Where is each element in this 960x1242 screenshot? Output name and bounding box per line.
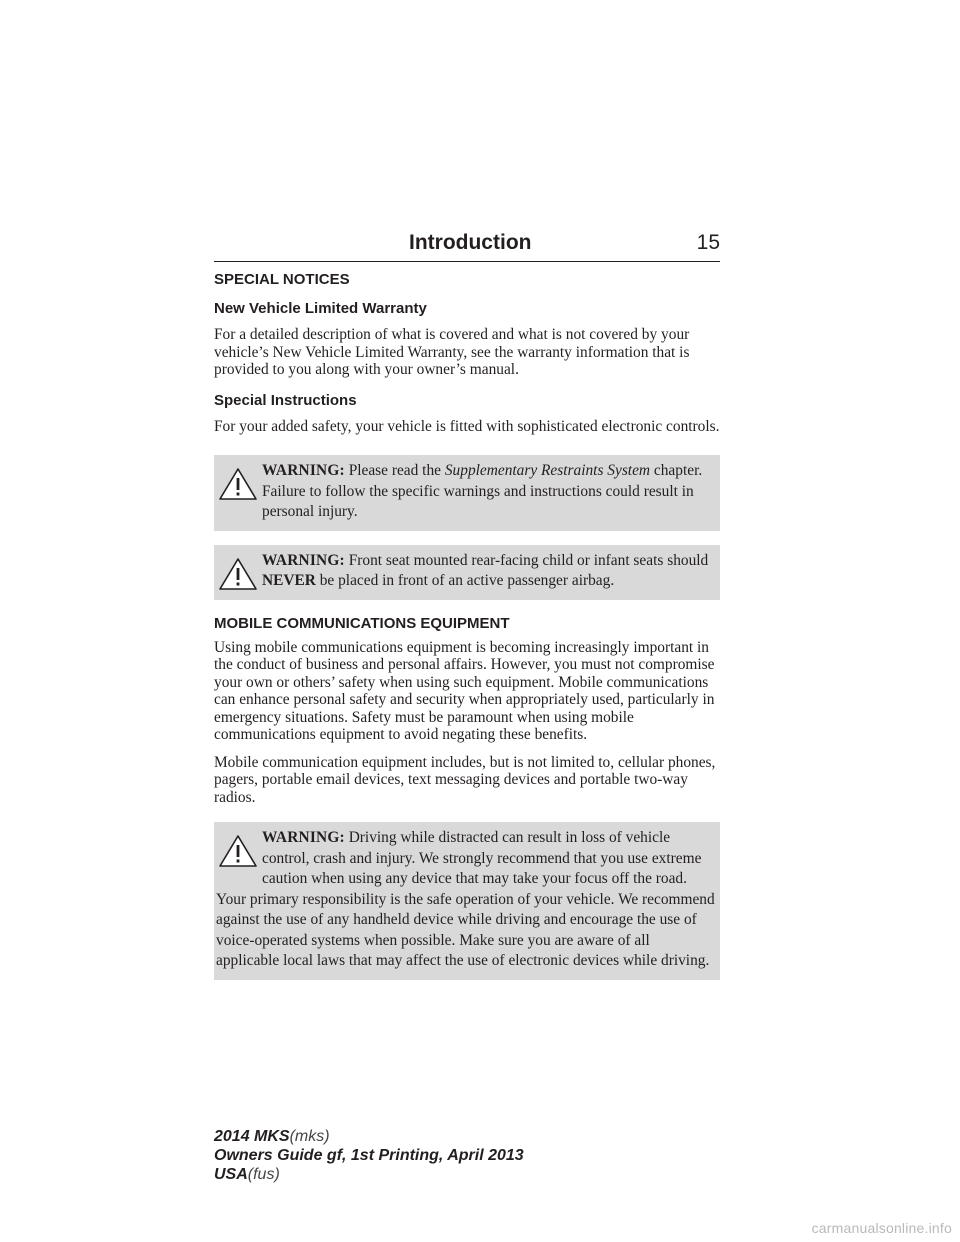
watermark: carmanualsonline.info [811, 1220, 952, 1236]
warning-label: WARNING: [262, 829, 345, 846]
footer-line-3 [214, 1165, 524, 1184]
footer-market-code: (fus) [247, 1166, 280, 1183]
footer-line-2: Owners Guide gf, 1st Printing, April 2013 [214, 1147, 524, 1164]
instructions-heading: Special Instructions [214, 391, 357, 409]
chapter-title: Introduction [409, 231, 532, 254]
footer-line-1 [214, 1127, 524, 1146]
footer-market: USA [214, 1166, 248, 1183]
special-notices-heading: SPECIAL NOTICES [214, 271, 350, 288]
warning-label: WARNING: [262, 551, 345, 569]
page-number: 15 [696, 231, 720, 254]
mobile-communications-heading: MOBILE COMMUNICATIONS EQUIPMENT [214, 614, 510, 632]
footer-model-code: (mks) [289, 1128, 330, 1145]
mobile-paragraph-1: Using mobile communications equipment is becoming increasingly important in the conduct of business and personal affairs. However, you must not compromise your own or others’ safety when using such equipment. Mobile communications can enhance personal safety and security when appropriately used, particularly in emergency situations. Safety must be paramount when using mobile communications equipment to avoid negating these benefits. [214, 638, 715, 743]
warning-label: WARNING: [262, 462, 345, 479]
warning-box-child-seat [214, 545, 720, 600]
warranty-paragraph: For a detailed description of what is covered and what is not covered by your vehicle’s New Vehicle Limited Warranty, see the warranty information that is provided to you along with your owner’s manual. [214, 326, 690, 378]
warning-triangle-icon [216, 553, 260, 593]
warning-text-post: chapter. Failure to follow the specific warnings and instructions could result in personal injury. [262, 462, 703, 520]
page-header [214, 228, 720, 262]
instructions-paragraph: For your added safety, your vehicle is fitted with sophisticated electronic controls. [214, 417, 720, 435]
warning-box-restraints [214, 455, 720, 531]
warning-text: Driving while distracted can result in loss of vehicle control, crash and injury. We strongly recommend that you use extreme caution when using any device that may take your focus off the road. Your primary responsibility is the safe operation of your vehicle. We recommend against the use of any handheld device while driving and encourage the use of voice-operated systems when possible. Make sure you are aware of all applicable local laws that may affect the use of electronic devices while driving. [216, 829, 715, 969]
warning-text-post: be placed in front of an active passenger airbag. [319, 572, 615, 589]
document-footer [214, 1127, 524, 1184]
mobile-paragraph-2: Mobile communication equipment includes, but is not limited to, cellular phones, pagers, portable email devices, text messaging devices and portable two-way radios. [214, 753, 716, 806]
warning-triangle-icon [216, 463, 260, 503]
page-content [214, 270, 720, 994]
warning-triangle-icon [216, 830, 260, 870]
warning-text-emphasis: NEVER [262, 572, 316, 589]
warning-text-pre: Please read the [348, 462, 441, 479]
warning-text-pre: Front seat mounted rear-facing child or infant seats should [348, 551, 709, 569]
warranty-heading: New Vehicle Limited Warranty [214, 300, 427, 317]
warning-text-italic: Supplementary Restraints System [444, 462, 651, 479]
footer-model: 2014 MKS [214, 1128, 290, 1145]
warning-box-distraction [214, 822, 720, 980]
